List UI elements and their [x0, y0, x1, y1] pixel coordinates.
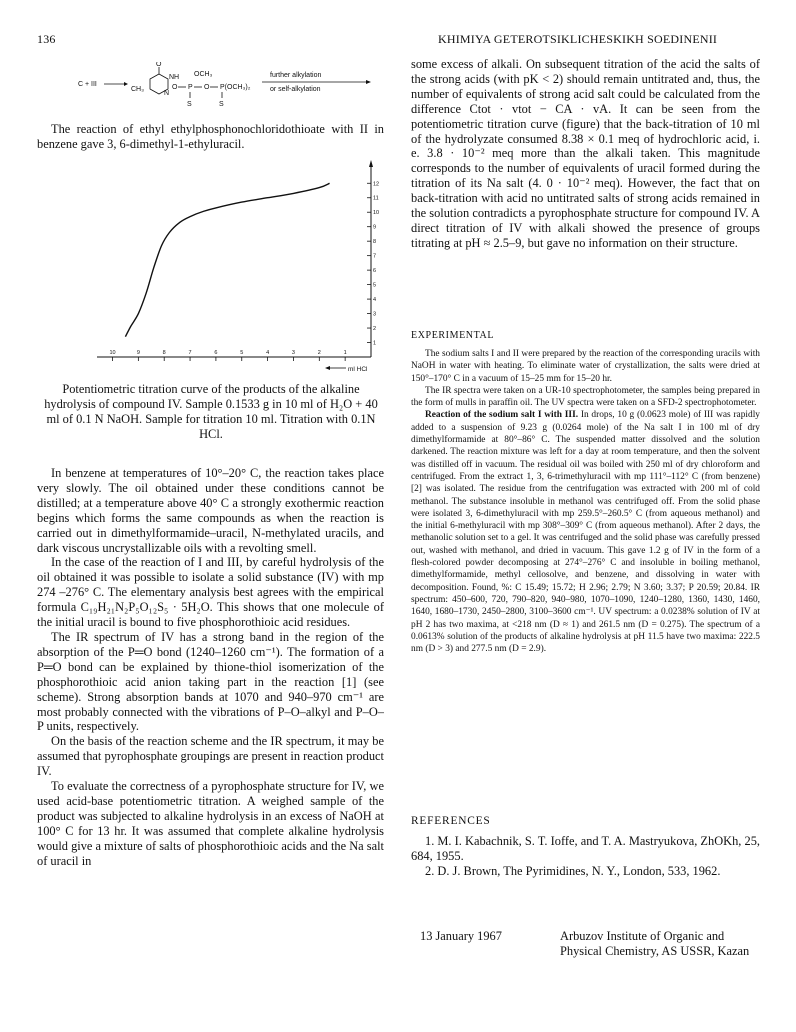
atom-o-bridge: O	[204, 84, 210, 91]
y-tick-label-4: 4	[373, 297, 377, 304]
atom-s-1: S	[187, 101, 192, 108]
left-paragraph-3: The IR spectrum of IV has a strong band in the region of the absorption of the P═O bond (1240–1260 cm⁻¹). The formation of a P═O bond can be explained by thione-thiol isomerization of the phosphorothioic acid anion taking part in the reaction [1] (see scheme). Strong absorption bands at 1070 and 940–970 cm⁻¹ are most probably connected with the vibrations of P–O–alkyl and P–O–P units, respectively.	[37, 629, 384, 734]
atom-o-top: O	[156, 62, 162, 68]
left-paragraph-4: On the basis of the reaction scheme and the IR spectrum, it may be assumed that pyrophosphate groupings are present in reaction product IV.	[37, 734, 384, 779]
left-paragraph-2: In the case of the reaction of I and III, by careful hydrolysis of the oil obtained it was possible to isolate a solid substance (IV) with mp 274 –276° C. The elementary analysis best agrees with the empirical formula C₁₉H₂₁N₂P₅O₁₂S₅ · 5H₂O. This shows that one molecule of the initial uracil is bound to five phosphorothioic acid residues.	[37, 555, 384, 630]
x-tick-label-8: 8	[162, 350, 166, 356]
left-body	[37, 466, 384, 868]
atom-n: N	[164, 90, 170, 97]
journal-title: KHIMIYA GETEROTSIKLICHESKIKH SOEDINENII	[438, 32, 718, 46]
atom-nh: NH	[169, 74, 180, 81]
y-tick-label-11: 11	[373, 195, 379, 202]
y-tick-label-9: 9	[373, 224, 377, 231]
x-axis-label-arrowhead	[325, 366, 330, 370]
arrow-label-1: further alkylation	[270, 72, 322, 79]
y-tick-label-5: 5	[373, 282, 377, 289]
reference-1: 1. M. I. Kabachnik, S. T. Ioffe, and T. A. Mastryukova, ZhOKh, 25, 684, 1955.	[411, 834, 760, 863]
scheme-arrowhead-1	[124, 82, 128, 86]
atom-och3: OCH₃	[194, 71, 213, 78]
y-tick-label-10: 10	[373, 210, 380, 217]
x-tick-label-4: 4	[266, 350, 270, 356]
atom-ch3: CH₃	[131, 86, 144, 93]
intro-paragraph: The reaction of ethyl ethylphosphonochloridothioate with II in benzene gave 3, 6-dimethyl-1-ethyluracil.	[37, 122, 384, 151]
atom-o-link: O	[172, 84, 178, 91]
right-column	[411, 57, 760, 251]
y-tick-label-7: 7	[373, 253, 377, 260]
left-paragraph-5: To evaluate the correctness of a pyrophosphate structure for IV, we used acid-base potentiometric titration. A weighed sample of the product was subjected to alkaline hydrolysis in an excess of NaOH at 100° C for 13 hr. It was assumed that complete alkaline hydrolysis would give a mixture of salts of phosphorothioic acids and the Na salt of uracil in	[37, 779, 384, 868]
page-number: 136	[37, 32, 56, 46]
reference-2: 2. D. J. Brown, The Pyrimidines, N. Y., London, 533, 1962.	[425, 863, 721, 878]
scheme-arrowhead-2	[366, 80, 371, 84]
left-paragraph-1: In benzene at temperatures of 10°–20° C, the reaction takes place very slowly. The oil obtained under these conditions cannot be distilled; at a temperature above 40° C a strongly exothermic reaction begins which forms the same compounds as when the reaction is carried out in dimethylformamide–uracil, N-methylated uracils, and dark viscous uncrystallizable oils with a revolting smell.	[37, 466, 384, 555]
scheme-left: C + III	[78, 81, 97, 88]
references-list	[411, 834, 760, 879]
atom-p-och3-2: P(OCH₃)₂	[220, 84, 251, 91]
y-tick-label-6: 6	[373, 268, 377, 275]
y-tick-label-8: 8	[373, 239, 377, 246]
x-tick-label-2: 2	[317, 350, 321, 356]
figure-caption: Potentiometric titration curve of the products of the alkaline hydrolysis of compound IV. Sample 0.1533 g in 10 ml of H₂O + 40 ml of 0.1 N NaOH. Sample for titration 10 ml. Titration with 0.1N HCl.	[44, 382, 378, 441]
x-tick-label-9: 9	[136, 350, 140, 356]
x-tick-label-3: 3	[291, 350, 295, 356]
experimental-paragraph-1: The sodium salts I and II were prepared by the reaction of the corresponding uracils with NaOH in water with heating. To eliminate water of crystallization, the salts were dried at 150°–170° C in a vacuum of 15–25 mm for 15–20 hr.	[411, 349, 760, 384]
x-tick-label-1: 1	[343, 350, 347, 356]
experimental-paragraph-2: The IR spectra were taken on a UR-10 spectrophotometer, the samples being prepared in the form of mulls in paraffin oil. The UV spectra were taken on a SFD-2 spectrophotometer.	[411, 385, 760, 409]
arrow-label-2: or self-alkylation	[270, 86, 321, 93]
y-tick-label-1: 1	[373, 340, 377, 347]
x-tick-label-5: 5	[240, 350, 244, 356]
y-tick-label-2: 2	[373, 326, 377, 333]
experimental-subheading: Reaction of the sodium salt I with III.	[425, 410, 579, 421]
left-column	[37, 122, 384, 152]
right-paragraph-continued: some excess of alkali. On subsequent titration of the acid the salts of the strong acids (with pK < 2) should remain untitrated and, thus, the number of equivalents of strong acid salt could be calculated from the difference Ctot · vtot − CA · vA. It can be seen from the potentiometric titration curve (figure) that the back-titration of 10 ml of the hydrolyzate consumed 8.38 × 0.1 meq of hydrochloric acid, i. e. 3.8 · 10⁻² meq more than the alkali taken. This magnitude corresponds to the number of equivalents of uracil formed during the titration of its Na salt (4. 0 · 10⁻² meq). However, the fact that on back-titration with acid no untitrated salts of strong acids remained in the solution contradicts a pyrophosphate structure for compound IV. A direct titration of IV with alkali showed the presence of groups titrating at pH ≈ 2.5–9, but gave no information on their structure.	[411, 57, 760, 250]
titration-chart	[80, 157, 380, 383]
x-axis-label: ml HCl	[348, 366, 368, 373]
references-heading: REFERENCES	[411, 815, 491, 827]
experimental-paragraph-3	[411, 409, 760, 655]
x-axis-label-group	[325, 366, 368, 373]
experimental-paragraph-3-text: In drops, 10 g (0.0623 mole) of III was rapidly added to a suspension of 9.23 g (0.0264 mole) of the Na salt I in 100 ml of dry dimethylformamide at 80°–86° C. The suspended matter dissolved and the solution darkened. The reaction mixture was left for a day at room temperature, and then the solvent was distilled off in vacuum. The residual oil was boiled with 250 ml of dry chloroform and centrifuged. From the extract 1, 3, 6-trimethyluracil with mp 111°–112° C (from benzene) [2] was isolated. The residue from the centrifugation was extracted with 200 ml of cold methanol. The substance insoluble in methanol was centrifuged off. From the solid phase were isolated 3, 6-dimethyluracil with mp 259.5°–260.5° C (from aqueous methanol) and the initial 6-methyluracil with mp 308°–309° C (from aqueous methanol). After 2 days, the methanolic solution set to a gel. It was centrifuged and the solid phase was carefully pressed out, washed with methanol, and dried in vacuum. This gave 1.2 g of IV in the form of a flesh-colored powder decomposing at 274°–276° C and insoluble in boiling methanol, dimethylformamide, methyl cellosolve, and benzene, and dissolving in water with decomposition. Found, %: C 15.49; 15.72; H 2.96; 2.79; N 3.60; 3.37; P 20.59; 20.84. IR spectrum: 450–600, 720, 790–820, 940–980, 1070–1090, 1240–1280, 1360, 1430, 1460, 1640, 1680–1730, 2450–2800, 3100–3600 cm⁻¹. UV spectrum: a 0.0238% solution of IV at pH 2 has two maxima, at <218 nm (D ≈ 1) and 261.5 nm (D = 0.275). The spectrum of a 0.0613% solution of the products of alkaline hydrolysis at pH 11.5 have two maxima: 222.5 nm (D > 3) and 277.5 nm (D = 2.9).	[411, 410, 760, 655]
y-axis-arrowhead	[369, 160, 373, 167]
y-tick-label-12: 12	[373, 181, 380, 188]
reaction-scheme	[64, 62, 394, 124]
atom-p: P	[188, 84, 193, 91]
experimental-heading: EXPERIMENTAL	[411, 330, 495, 341]
titration-curve	[125, 183, 329, 336]
affiliation: Arbuzov Institute of Organic and Physical Chemistry, AS USSR, Kazan	[560, 929, 750, 958]
x-tick-label-7: 7	[188, 350, 192, 356]
y-tick-label-3: 3	[373, 311, 377, 318]
atom-s-2: S	[219, 101, 224, 108]
received-date: 13 January 1967	[420, 929, 502, 943]
x-tick-label-10: 10	[109, 350, 116, 356]
experimental-section	[411, 348, 760, 655]
x-tick-label-6: 6	[214, 350, 218, 356]
